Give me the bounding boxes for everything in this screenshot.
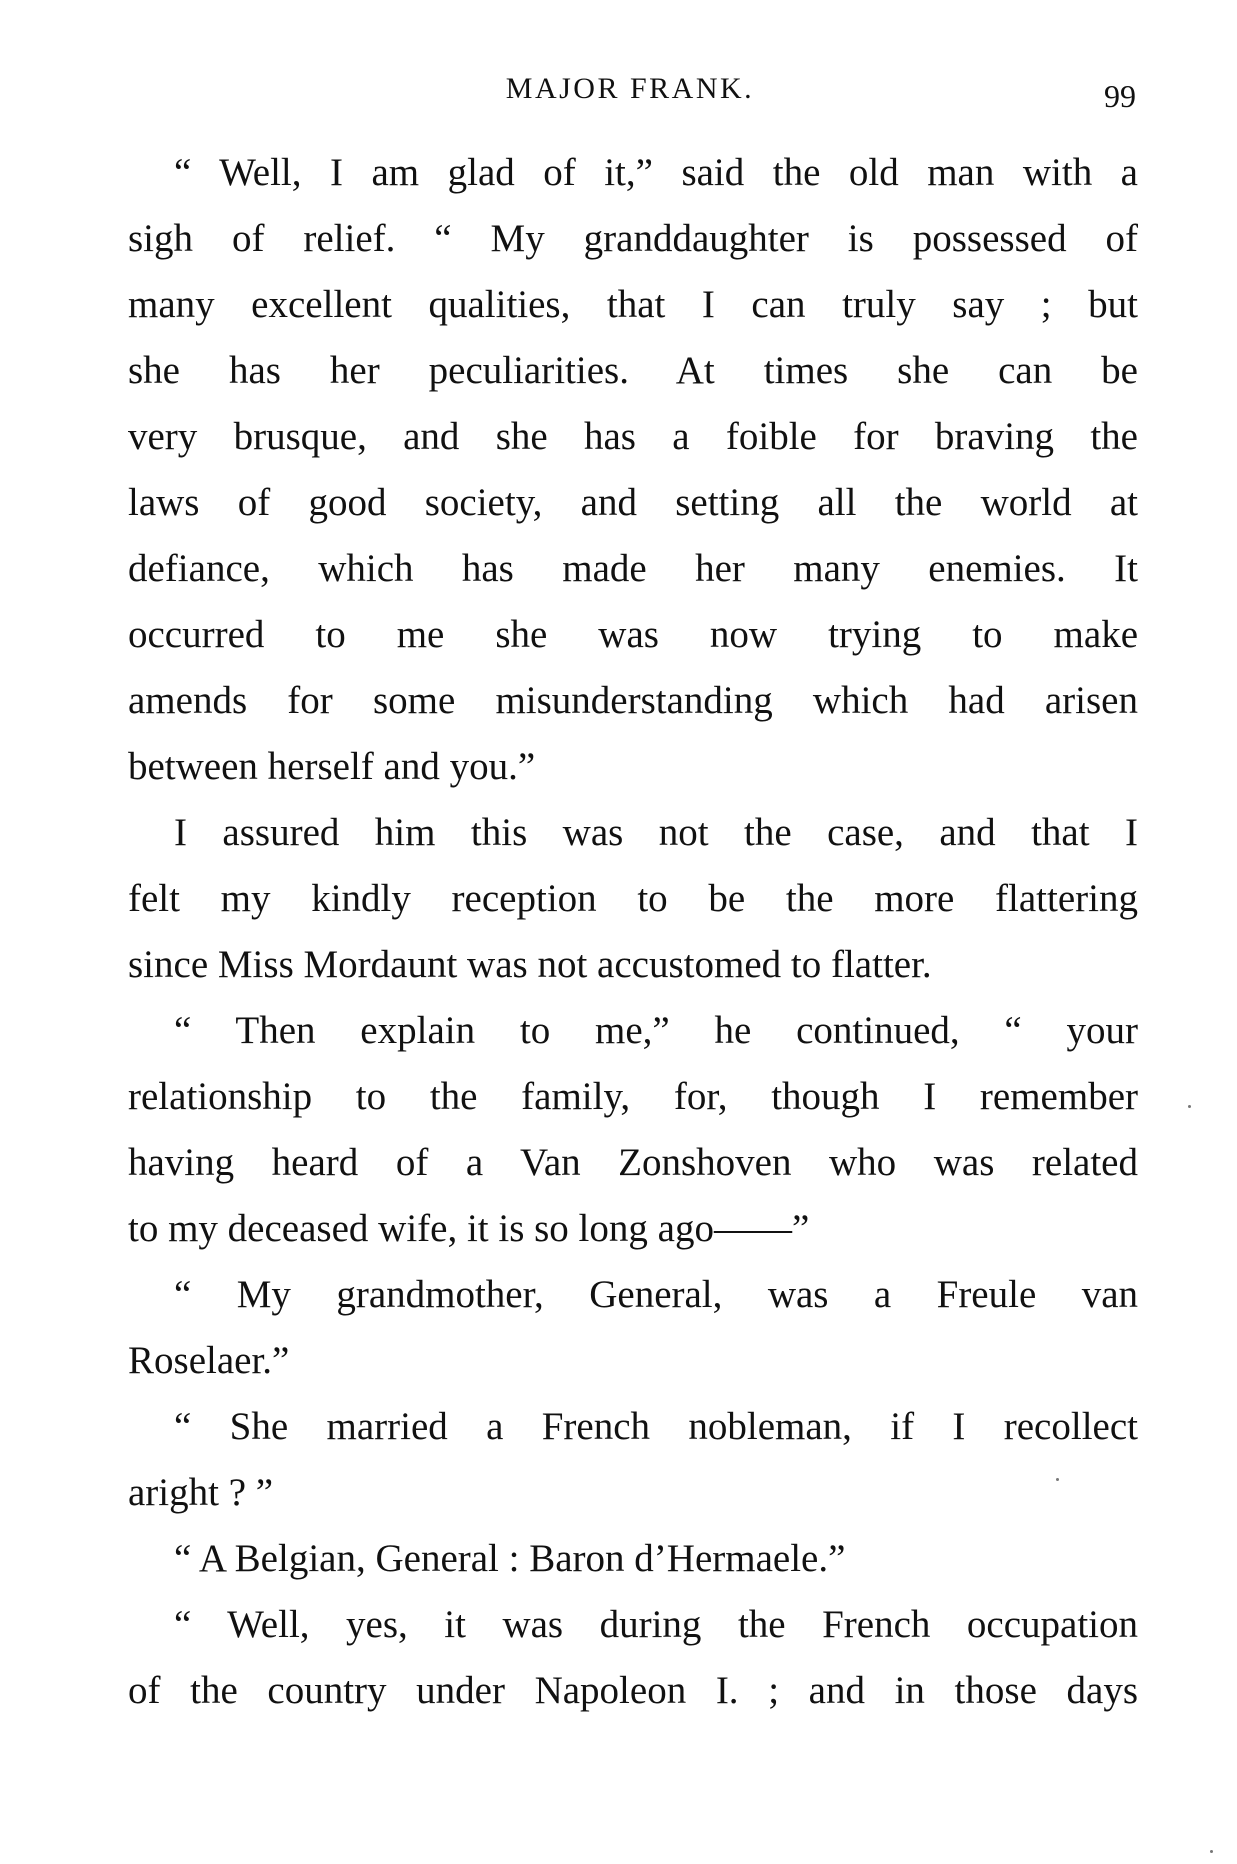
- text-line: Roselaer.”: [128, 1339, 290, 1382]
- text-line: I assured him this was not the case, and that I: [174, 811, 1138, 854]
- text-line: between herself and you.”: [128, 745, 536, 788]
- text-line: very brusque, and she has a foible for braving the: [128, 415, 1138, 458]
- text-line: of the country under Napoleon I. ; and in those days: [128, 1669, 1138, 1712]
- text-line: sigh of relief. “ My granddaughter is possessed of: [128, 217, 1138, 260]
- text-line: “ My grandmother, General, was a Freule van: [174, 1273, 1138, 1316]
- text-line: amends for some misunderstanding which had arisen: [128, 679, 1138, 722]
- text-line: laws of good society, and setting all the world at: [128, 481, 1138, 524]
- page-number: 99: [1104, 78, 1136, 114]
- text-line: “ Then explain to me,” he continued, “ your: [174, 1009, 1138, 1052]
- text-line: many excellent qualities, that I can truly say ; but: [128, 283, 1138, 326]
- text-line: she has her peculiarities. At times she can be: [128, 349, 1138, 392]
- text-line: felt my kindly reception to be the more flattering: [128, 877, 1138, 920]
- text-line: relationship to the family, for, though I remember: [128, 1075, 1138, 1118]
- text-line: to my deceased wife, it is so long ago——”: [128, 1207, 810, 1250]
- text-line: “ Well, yes, it was during the French occupation: [174, 1603, 1138, 1646]
- paper-speck: [1188, 1105, 1191, 1108]
- text-line: defiance, which has made her many enemies. It: [128, 547, 1138, 590]
- text-line: occurred to me she was now trying to make: [128, 613, 1138, 656]
- text-line: having heard of a Van Zonshoven who was related: [128, 1141, 1138, 1184]
- body-text: [128, 140, 1138, 1724]
- running-header: [120, 68, 1140, 118]
- paper-speck: [1056, 1478, 1059, 1481]
- text-line: “ She married a French nobleman, if I recollect: [174, 1405, 1138, 1448]
- text-line: aright ? ”: [128, 1471, 274, 1514]
- paper-speck: [1210, 1850, 1213, 1853]
- text-line: since Miss Mordaunt was not accustomed to flatter.: [128, 943, 932, 986]
- running-title: MAJOR FRANK.: [505, 72, 755, 105]
- text-line: “ Well, I am glad of it,” said the old man with a: [174, 151, 1138, 194]
- text-line: “ A Belgian, General : Baron d’Hermaele.”: [174, 1537, 846, 1580]
